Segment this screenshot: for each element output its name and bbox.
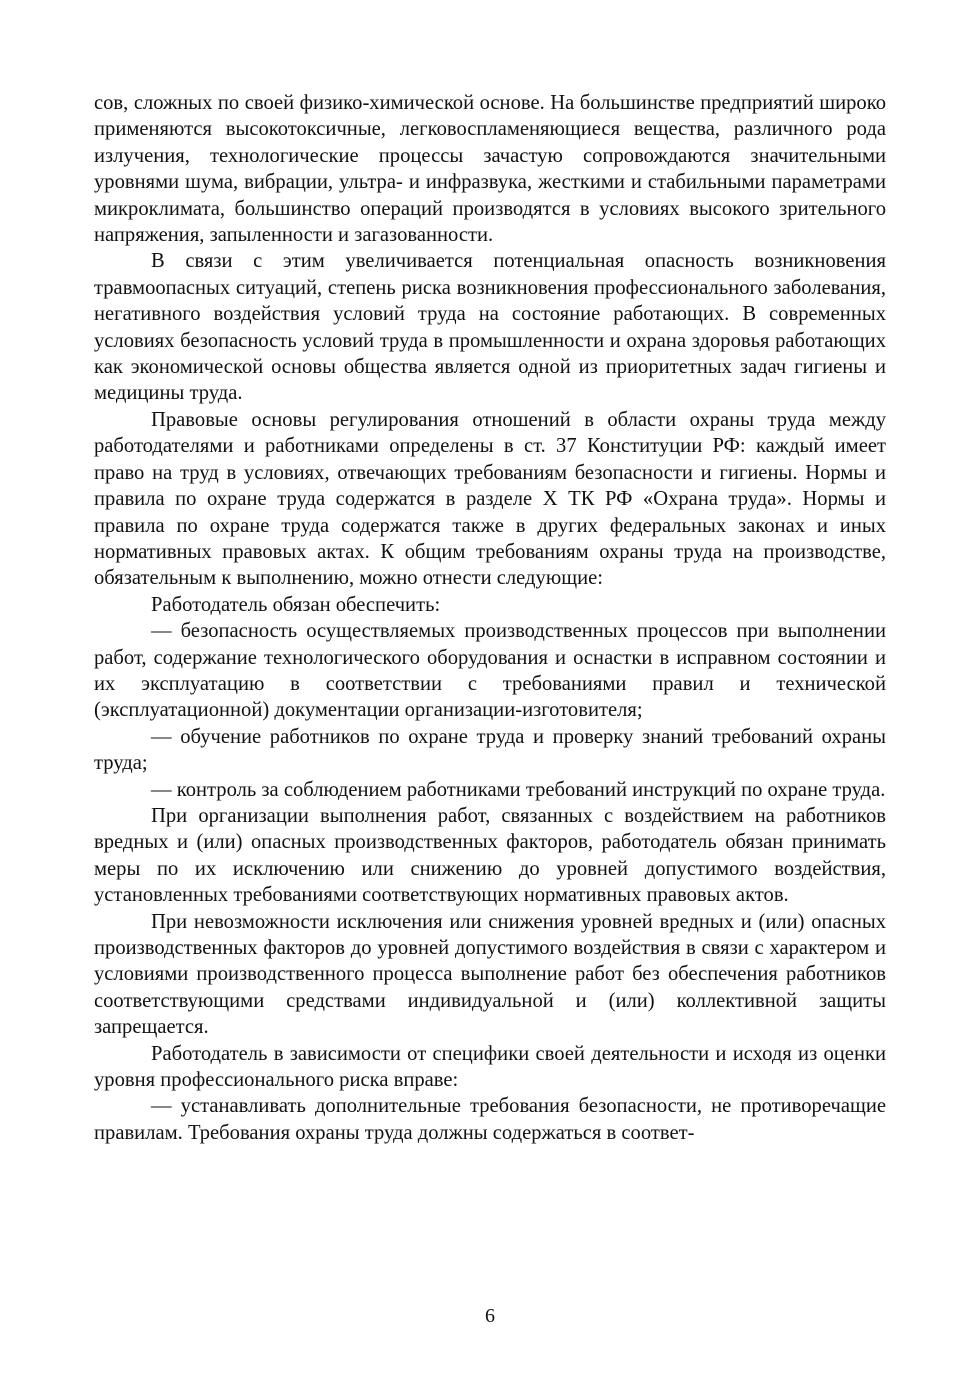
list-item-training: — обучение работников по охране труда и проверку знаний требований охраны труда; [94,725,886,775]
paragraph-legal-basis: Правовые основы регулирования отношений в области охраны труда между работодателями и работниками определены в ст. 37 Конституции РФ: каждый имеет право на труд в условиях, отвечающих требованиям безопасности и гигиены. Нормы и правила по охране труда содержатся в разделе X ТК РФ «Охрана труда». Нормы и правила по охране труда содержатся также в других федеральных законах и иных нормативных правовых актах. К общим требованиям охраны труда на производстве, обязательным к выполнению, можно отнести следующие: [94,408,886,590]
list-item-control: — контроль за соблюдением работниками требований инструкций по охране труда. [151,778,886,801]
list-item-additional-requirements: — устанавливать дополнительные требования безопасности, не противоречащие правилам. Требования охраны труда должны содержаться в соответ- [94,1095,886,1144]
document-body [94,90,886,1146]
paragraph-continuation: сов, сложных по своей физико-химической основе. На большинстве предприятий широко применяются высокотоксичные, легковоспламеняющиеся вещества, различного рода излучения, технологические процессы зачастую сопровождаются значительными уровнями шума, вибрации, ультра- и инфразвука, жесткими и стабильными параметрами микроклимата, большинство операций производятся в условиях высокого зрительного напряжения, запыленности и загазованности. [94,92,886,247]
paragraph-protection-required: При невозможности исключения или снижения уровней вредных и (или) опасных производственных факторов до уровней допустимого воздействия в связи с характером и условиями производственного процесса выполнение работ без обеспечения работников соответствующими средствами индивидуальной и (или) коллективной защиты запрещается. [94,910,886,1039]
list-item-safety-processes: — безопасность осуществляемых производственных процессов при выполнении работ, содержание технологического оборудования и оснастки в исправном состоянии и их эксплуатацию в соответствии с требованиями правил и технической (эксплуатационной) документации организации-изготовителя; [94,620,886,722]
paragraph-harmful-factors: При организации выполнения работ, связанных с воздействием на работников вредных и (или) опасных производственных факторов, работодатель обязан принимать меры по их исключению или снижению до уровней допустимого воздействия, установленных требованиями соответствующих нормативных правовых актов. [94,804,886,907]
paragraph-risk: В связи с этим увеличивается потенциальная опасность возникновения травмоопасных ситуаций, степень риска возникновения профессионального заболевания, негативного воздействия условий труда на состояние работающих. В современных условиях безопасность условий труда в промышленности и охрана здоровья работающих как экономической основы общества является одной из приоритетных задач гигиены и медицины труда. [94,250,886,405]
paragraph-employer-rights: Работодатель в зависимости от специфики своей деятельности и исходя из оценки уровня профессионального риска вправе: [94,1042,886,1092]
page-number: 6 [485,1305,495,1327]
paragraph-employer-obliged: Работодатель обязан обеспечить: [151,593,441,616]
